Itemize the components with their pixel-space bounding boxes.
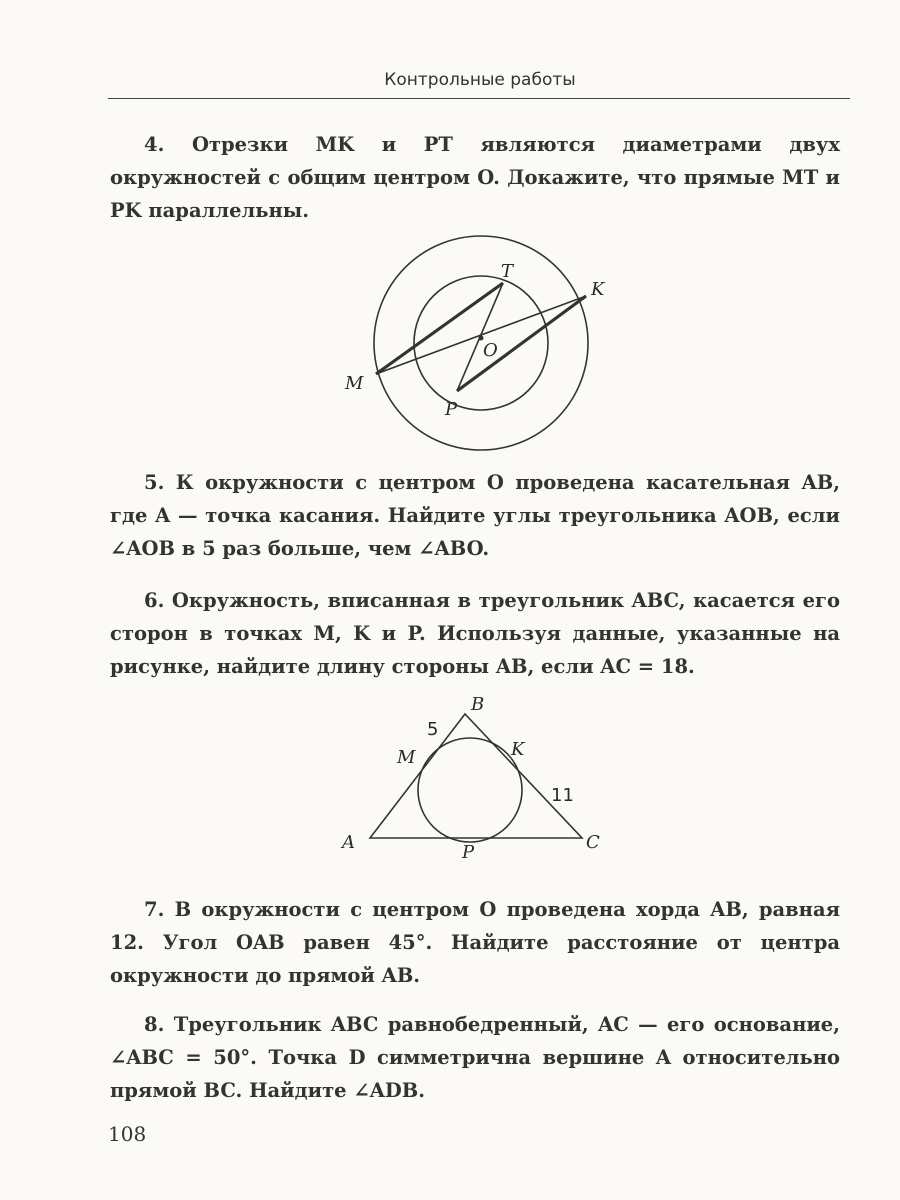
label-K: K	[511, 739, 525, 760]
label-C: C	[586, 832, 600, 853]
label-P: P	[462, 842, 475, 863]
label-K: K	[591, 279, 605, 300]
label-O: O	[483, 340, 498, 361]
label-M: M	[397, 747, 416, 768]
task-8	[110, 1008, 840, 1107]
task-number: 7.	[144, 898, 165, 921]
task-number: 8.	[144, 1013, 165, 1036]
task-4	[110, 128, 840, 227]
task-text: Окружность, вписанная в треугольник ABC, касается его сторон в точках M, K и P. Используя данные, указанные на рисунке, найдите длину стороны AB, если AC = 18.	[110, 589, 840, 678]
task-6	[110, 584, 840, 683]
page-number: 108	[108, 1122, 147, 1146]
task-text: В окружности с центром O проведена хорда AB, равная 12. Угол OAB равен 45°. Найдите расстояние от центра окружности до прямой AB.	[110, 898, 840, 987]
triangle-ABC	[370, 714, 582, 838]
task-number: 6.	[144, 589, 165, 612]
inner-circle	[414, 276, 548, 410]
page-header-title: Контрольные работы	[384, 70, 576, 90]
label-B: B	[471, 694, 485, 715]
figure-concentric-circles	[330, 225, 630, 470]
label-11: 11	[551, 785, 574, 806]
task-text: К окружности с центром O проведена касательная AB, где A — точка касания. Найдите углы треугольника AOB, если ∠AOB в 5 раз больше, чем ∠ABO.	[110, 471, 840, 560]
label-A: A	[342, 832, 355, 853]
task-7	[110, 893, 840, 992]
label-P: P	[445, 399, 458, 420]
incircle	[418, 738, 522, 842]
task-5	[110, 466, 840, 565]
task-number: 4.	[144, 133, 165, 156]
figure-inscribed-circle	[330, 690, 620, 865]
label-T: T	[501, 261, 514, 282]
task-number: 5.	[144, 471, 165, 494]
label-M: M	[345, 373, 364, 394]
header-rule	[108, 98, 850, 99]
label-5: 5	[427, 719, 439, 740]
segment-PK	[457, 296, 586, 391]
task-text: Треугольник ABC равнобедренный, AC — его основание, ∠ABC = 50°. Точка D симметрична вершине A относительно прямой BC. Найдите ∠ADB.	[110, 1013, 840, 1102]
outer-circle	[374, 236, 588, 450]
task-text: Отрезки MK и PT являются диаметрами двух окружностей с общим центром O. Докажите, что прямые MT и PK параллельны.	[110, 133, 840, 222]
